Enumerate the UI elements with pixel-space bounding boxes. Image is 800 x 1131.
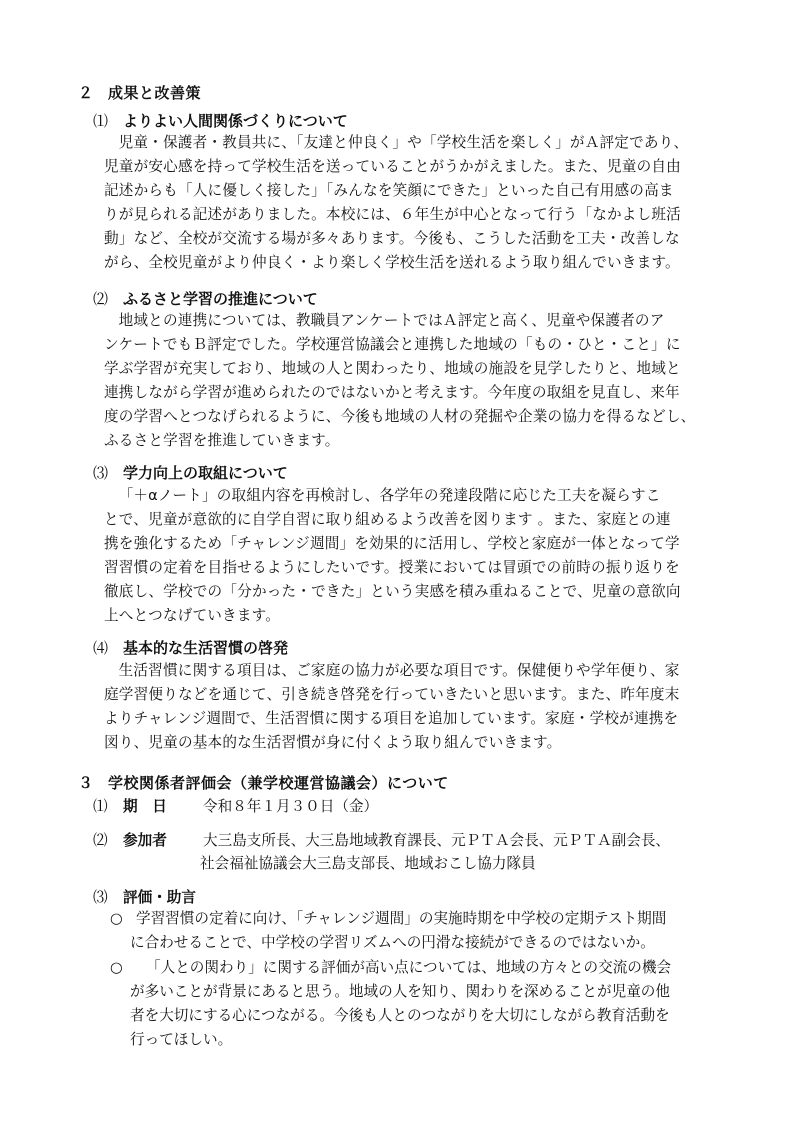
- bullet-line: 行ってほしい。: [130, 1031, 233, 1048]
- subsection-title: 基本的な生活習慣の啓発: [123, 639, 289, 657]
- paragraph-line: とで、児童が意欲的に自学自習に取り組めるよう改善を図ります 。また、家庭との連: [104, 511, 671, 528]
- subsection-number: ⑶: [93, 464, 109, 482]
- paragraph-line: 図り、児童の基本的な生活習慣が身に付くよう取り組んでいきます。: [104, 734, 562, 751]
- bullet-line: が多いことが背景にあると思う。地域の人を知り、関わりを深めることが児童の他: [130, 983, 670, 1000]
- date-label: 期 日: [123, 798, 167, 815]
- paragraph-line: 上へとつなげていきます。: [104, 607, 281, 624]
- section-2-heading: [78, 82, 201, 103]
- paragraph-line: ふるさと学習を推進していきます。: [104, 432, 340, 449]
- paragraph-line: 携を強化するため「チャレンジ週間」を効果的に活用し、学校と家庭が一体となって学: [104, 535, 680, 552]
- item-number: ⑶: [93, 889, 108, 906]
- item-number: ⑴: [93, 798, 108, 815]
- bullet-line: 学習習慣の定着に向け、「チャレンジ週間」の実施時期を中学校の定期テスト期間: [136, 910, 667, 927]
- paragraph-line: 連携しながら学習が進められたのではないかと考えます。今年度の取組を見直し、来年: [104, 384, 680, 401]
- subsection-4-paragraph: [104, 659, 744, 755]
- subsection-3-heading: [93, 462, 288, 483]
- participants-label: 参加者: [123, 832, 167, 849]
- bullet-line: 「人との関わり」に関する評価が高い点については、地域の方々との交流の機会: [146, 959, 672, 976]
- paragraph-line: 児童・保護者・教員共に、「友達と仲良く」や「学校生活を楽しく」がＡ評定であり、: [118, 134, 689, 151]
- section-3-heading: [78, 772, 449, 793]
- paragraph-line: がら、全校児童がより仲良く・より楽しく学校生活を送れるよう取り組んでいきます。: [104, 254, 680, 271]
- participants-row-continued: [200, 852, 536, 876]
- subsection-2-paragraph: [104, 309, 744, 453]
- participants-line: 社会福祉協議会大三島支部長、地域おこし協力隊員: [200, 855, 536, 872]
- section-number: ２: [78, 84, 94, 102]
- paragraph-line: ンケートでもＢ評定でした。学校運営協議会と連携した地域の「もの・ひと・こと」に: [104, 336, 681, 353]
- date-value: 令和８年１月３０日（金）: [203, 798, 379, 815]
- evaluation-label: 評価・助言: [123, 889, 196, 906]
- subsection-number: ⑷: [93, 639, 109, 657]
- paragraph-line: 度の学習へとつなげられるように、今後も地域の人材の発掘や企業の協力を得るなどし、: [104, 408, 696, 425]
- paragraph-line: 生活習慣に関する項目は、ご家庭の協力が必要な項目です。保健便りや学年便り、家: [118, 662, 680, 679]
- paragraph-line: 動」など、全校が交流する場が多々あります。今後も、こうした活動を工夫・改善しな: [104, 230, 680, 247]
- subsection-1-paragraph: [104, 131, 744, 275]
- paragraph-line: 学ぶ学習が充実しており、地域の人と関わったり、地域の施設を見学したりと、地域と: [104, 360, 681, 377]
- subsection-4-heading: [93, 637, 288, 658]
- item-number: ⑵: [93, 832, 108, 849]
- paragraph-line: りが見られる記述がありました。本校には、６年生が中心となって行う「なかよし班活: [104, 206, 681, 223]
- paragraph-line: 徹底し、学校での「分かった・できた」という実感を積み重ねることで、児童の意欲向: [104, 583, 681, 600]
- subsection-title: ふるさと学習の推進について: [123, 290, 318, 308]
- section-title: 成果と改善策: [108, 84, 202, 102]
- paragraph-line: 「＋αノート」の取組内容を再検討し、各学年の発達段階に応じた工夫を凝らすこ: [118, 487, 661, 504]
- participants-row: [93, 829, 670, 853]
- subsection-title: 学力向上の取組について: [123, 464, 288, 482]
- subsection-number: ⑴: [93, 112, 109, 130]
- paragraph-line: 児童が安心感を持って学校生活を送っていることがうかがえました。また、児童の自由: [104, 158, 681, 175]
- participants-line: 大三島支所長、大三島地域教育課長、元ＰＴＡ会長、元ＰＴＡ副会長、: [203, 832, 671, 849]
- bullet-line: 者を大切にする心につながる。今後も人とのつながりを大切にしながら教育活動を: [130, 1007, 670, 1024]
- meeting-date-row: [93, 795, 378, 819]
- section-title: 学校関係者評価会（兼学校運営協議会）について: [108, 774, 449, 792]
- paragraph-line: 庭学習便りなどを通じて、引き続き啓発を行っていきたいと思います。また、昨年度末: [104, 686, 680, 703]
- section-number: ３: [78, 774, 94, 792]
- paragraph-line: 地域との連携については、教職員アンケートではＡ評定と高く、児童や保護者のア: [118, 312, 665, 329]
- subsection-2-heading: [93, 288, 318, 309]
- circle-bullet-icon: ○: [110, 959, 123, 976]
- bullet-line: に合わせることで、中学校の学習リズムへの円滑な接続ができるのではないか。: [130, 934, 655, 951]
- subsection-1-heading: [93, 110, 348, 131]
- subsection-3-paragraph: [104, 484, 744, 628]
- paragraph-line: 習習慣の定着を目指せるようにしたいです。授業においては冒頭での前時の振り返りを: [104, 559, 680, 576]
- subsection-number: ⑵: [93, 290, 109, 308]
- evaluation-bullet: [110, 956, 750, 1052]
- paragraph-line: よりチャレンジ週間で、生活習慣に関する項目を追加しています。家庭・学校が連携を: [104, 710, 679, 727]
- subsection-title: よりよい人間関係づくりについて: [123, 112, 348, 130]
- circle-bullet-icon: ○: [110, 910, 123, 927]
- paragraph-line: 記述からも「人に優しく接した」「みんなを笑顔にできた」といった自己有用感の高ま: [104, 182, 674, 199]
- evaluation-bullet: [110, 907, 750, 955]
